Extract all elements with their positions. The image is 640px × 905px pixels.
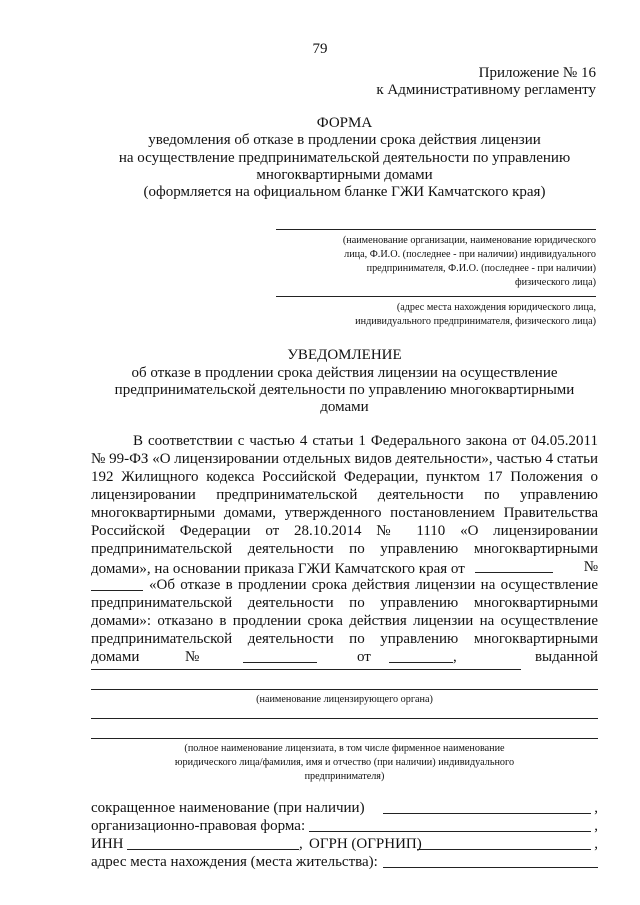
body-line: Российской Федерации от 28.10.2014 № 1110 «О лицензировании — [91, 523, 598, 539]
field-label: сокращенное наименование (при наличии) — [91, 800, 365, 816]
body-line: 192 Жилищного кодекса Российской Федерации, пунктом 17 Положения о — [91, 469, 598, 485]
order-number-blank — [91, 576, 143, 591]
licensee-caption: юридического лица/фамилия, имя и отчество (при наличии) индивидуального — [174, 757, 515, 768]
addressee-caption: (наименование организации, наименование юридического — [342, 235, 596, 246]
licensee-line — [91, 738, 598, 739]
number-sign: № — [583, 559, 598, 575]
licensing-body-caption: (наименование лицензирующего органа) — [256, 694, 433, 705]
legal-form-blank — [309, 817, 591, 832]
body-text: домами», на основании приказа ГЖИ Камчатского края от — [91, 561, 465, 577]
addressee-caption: предпринимателя, Ф.И.О. (последнее - при наличии) — [366, 263, 596, 274]
address-blank — [383, 853, 598, 868]
addressee-address-line — [276, 296, 596, 297]
field-label: ОГРН (ОГРНИП) — [309, 836, 422, 852]
body-text: домами — [91, 649, 140, 665]
page-number: 79 — [312, 41, 328, 57]
addressee-name-line — [276, 229, 596, 230]
ogrn-blank — [417, 835, 591, 850]
licensee-caption: предпринимателя) — [304, 771, 385, 782]
notice-title: УВЕДОМЛЕНИЕ — [287, 347, 402, 363]
comma: , — [299, 836, 303, 852]
inn-blank — [127, 835, 299, 850]
address-caption: индивидуального предпринимателя, физического лица) — [355, 316, 596, 327]
body-text: от — [357, 649, 371, 665]
field-label: ИНН — [91, 836, 124, 852]
notice-subtitle-line: домами — [320, 399, 369, 415]
body-line: В соответствии с частью 4 статьи 1 Федерального закона от 04.05.2011 — [133, 433, 598, 449]
body-line: предпринимательской деятельности по управлению многоквартирными — [91, 595, 598, 611]
licensee-caption: (полное наименование лицензиата, в том числе фирменное наименование — [184, 743, 505, 754]
comma: , — [594, 836, 598, 852]
body-text: , — [453, 649, 457, 665]
licensing-body-line — [91, 689, 598, 690]
field-inn-ogrn — [91, 835, 598, 853]
body-text: «Об отказе в продлении срока действия лицензии на осуществление — [149, 577, 598, 593]
body-line-order-date — [91, 558, 598, 578]
field-address — [91, 853, 598, 871]
form-blank-note: (оформляется на официальном бланке ГЖИ Камчатского края) — [143, 184, 546, 200]
address-caption: (адрес места нахождения юридического лица, — [396, 302, 596, 313]
form-subtitle-line: многоквартирными домами — [256, 167, 433, 183]
body-line: домами»: отказано в продлении срока действия лицензии на осуществление — [91, 613, 598, 629]
form-subtitle-line: уведомления об отказе в продлении срока действия лицензии — [148, 132, 541, 148]
body-line: № 99-ФЗ «О лицензировании отдельных видов деятельности», частью 4 статьи — [91, 451, 598, 467]
body-text: выданной — [534, 649, 598, 665]
order-date-blank — [475, 558, 553, 573]
addressee-caption: физического лица) — [515, 277, 596, 288]
field-label: адрес места нахождения (места жительства): — [91, 854, 378, 870]
body-line: предпринимательской деятельности по управлению многоквартирными — [91, 541, 598, 557]
number-sign: № — [185, 649, 200, 665]
licensee-line — [91, 718, 598, 719]
field-label: организационно-правовая форма: — [91, 818, 306, 834]
body-line-order-number — [91, 576, 598, 596]
field-legal-form — [91, 817, 598, 835]
notice-subtitle-line: предпринимательской деятельности по управлению многоквартирными — [114, 382, 575, 398]
notice-subtitle-line: об отказе в продлении срока действия лицензии на осуществление — [131, 365, 558, 381]
form-subtitle-line: на осуществление предпринимательской деятельности по управлению — [118, 150, 571, 166]
body-line: лицензировании предпринимательской деятельности по управлению — [91, 487, 598, 503]
short-name-blank — [383, 799, 591, 814]
form-title: ФОРМА — [316, 115, 373, 131]
comma: , — [594, 818, 598, 834]
field-short-name — [91, 799, 598, 817]
appendix-reference: к Административному регламенту — [376, 82, 596, 98]
license-date-blank — [389, 648, 453, 663]
body-line: предпринимательской деятельности по управлению многоквартирными — [91, 631, 598, 647]
comma: , — [594, 800, 598, 816]
body-line: многоквартирными домами, утвержденного постановлением Правительства — [91, 505, 598, 521]
license-number-blank — [243, 648, 317, 663]
addressee-caption: лица, Ф.И.О. (последнее - при наличии) индивидуального — [344, 249, 596, 260]
licensing-body-line — [91, 669, 521, 670]
appendix-number: Приложение № 16 — [478, 65, 596, 81]
